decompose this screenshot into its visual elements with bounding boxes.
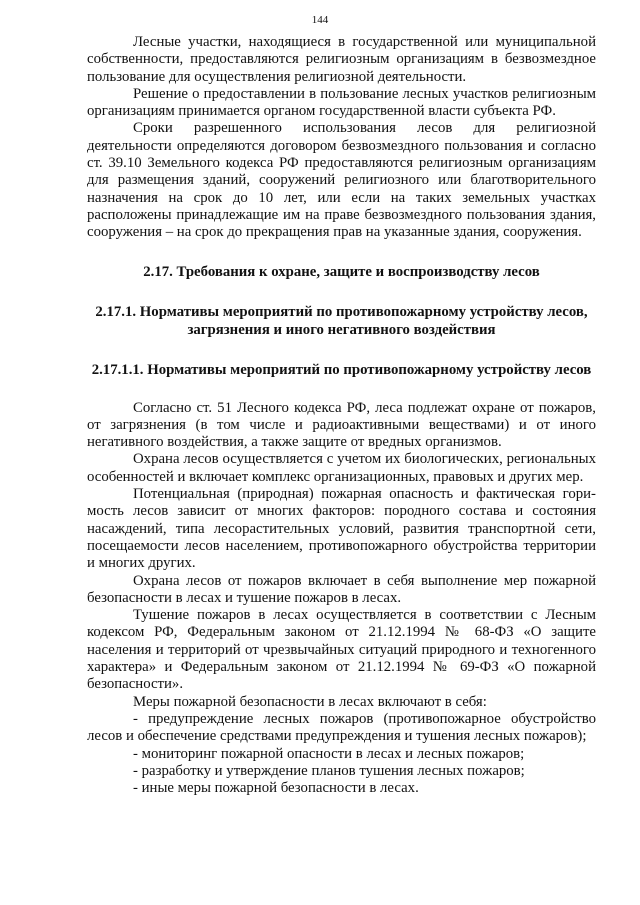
bullet-list — [87, 711, 596, 797]
subsubsection-heading: 2.17.1.1. Нормативы мероприятий по противопожарному устройству лесов — [91, 361, 592, 378]
page-content — [87, 34, 596, 797]
paragraph: Охрана лесов от пожаров включает в себя выполнение мер пожарной безопасности в лесах и тушение пожаров в лесах. — [87, 572, 596, 606]
paragraph: Потенциальная (природная) пожарная опасность и фактическая гори-мость лесов зависит от многих факторов: породного состава и состояния насаждений, типа лесорастительных условий, развития транспортной сети, посещаемости лесов населением, противопожарного обустройства территории и многих других. — [87, 486, 596, 572]
list-item: - предупреждение лесных пожаров (противопожарное обустройство лесов и обеспечение средствами предупреждения и тушения лесных пожаров); — [87, 710, 596, 745]
paragraph: Лесные участки, находящиеся в государственной или муниципальной собственности, предоставляются религиозным организациям в безвозмездное пользование для осуществления религиозной деятельности. — [87, 34, 596, 85]
paragraph: Тушение пожаров в лесах осуществляется в соответствии с Лесным кодексом РФ, Федеральным законом от 21.12.1994 № 68-ФЗ «О защите населения и территорий от чрезвычайных ситуаций природного и техногенного характера» и Федеральным законом от 21.12.1994 № 69-ФЗ «О пожарной безопасности». — [87, 607, 596, 693]
list-item: - разработку и утверждение планов тушения лесных пожаров; — [133, 762, 525, 779]
paragraph: Сроки разрешенного использования лесов для религиозной деятельности определяются договором безвозмездного пользования и согласно ст. 39.10 Земельного кодекса РФ предоставляются религиозным организациям для размещения зданий, сооружений религиозного или благотворительного назначения на срок до 10 лет, или если на таких земельных участках расположены принадлежащие им на праве безвозмездного пользования здания, сооружения – на срок до прекращения прав на указанные здания, сооружения. — [87, 120, 596, 241]
paragraph: Меры пожарной безопасности в лесах включают в себя: — [133, 693, 487, 710]
paragraph: Охрана лесов осуществляется с учетом их биологических, региональных особенностей и включает комплекс организационных, правовых и других мер. — [87, 451, 596, 485]
section-heading: 2.17. Требования к охране, защите и воспроизводству лесов — [143, 263, 540, 280]
list-item: - мониторинг пожарной опасности в лесах и лесных пожаров; — [133, 745, 525, 762]
subsection-heading: 2.17.1. Нормативы мероприятий по противопожарному устройству лесов, загрязнения и иного негативного воздействия — [95, 303, 588, 338]
paragraph: Согласно ст. 51 Лесного кодекса РФ, леса подлежат охране от пожаров, от загрязнения (в том числе и радиоактивными веществами) и от иного негативного воздействия, а также защите от вредных организмов. — [87, 399, 596, 451]
paragraph: Решение о предоставлении в пользование лесных участков религиозным организациям принимается органом государственной власти субъекта РФ. — [87, 85, 596, 120]
page-number: 144 — [311, 14, 329, 26]
list-item: - иные меры пожарной безопасности в лесах. — [133, 780, 419, 797]
